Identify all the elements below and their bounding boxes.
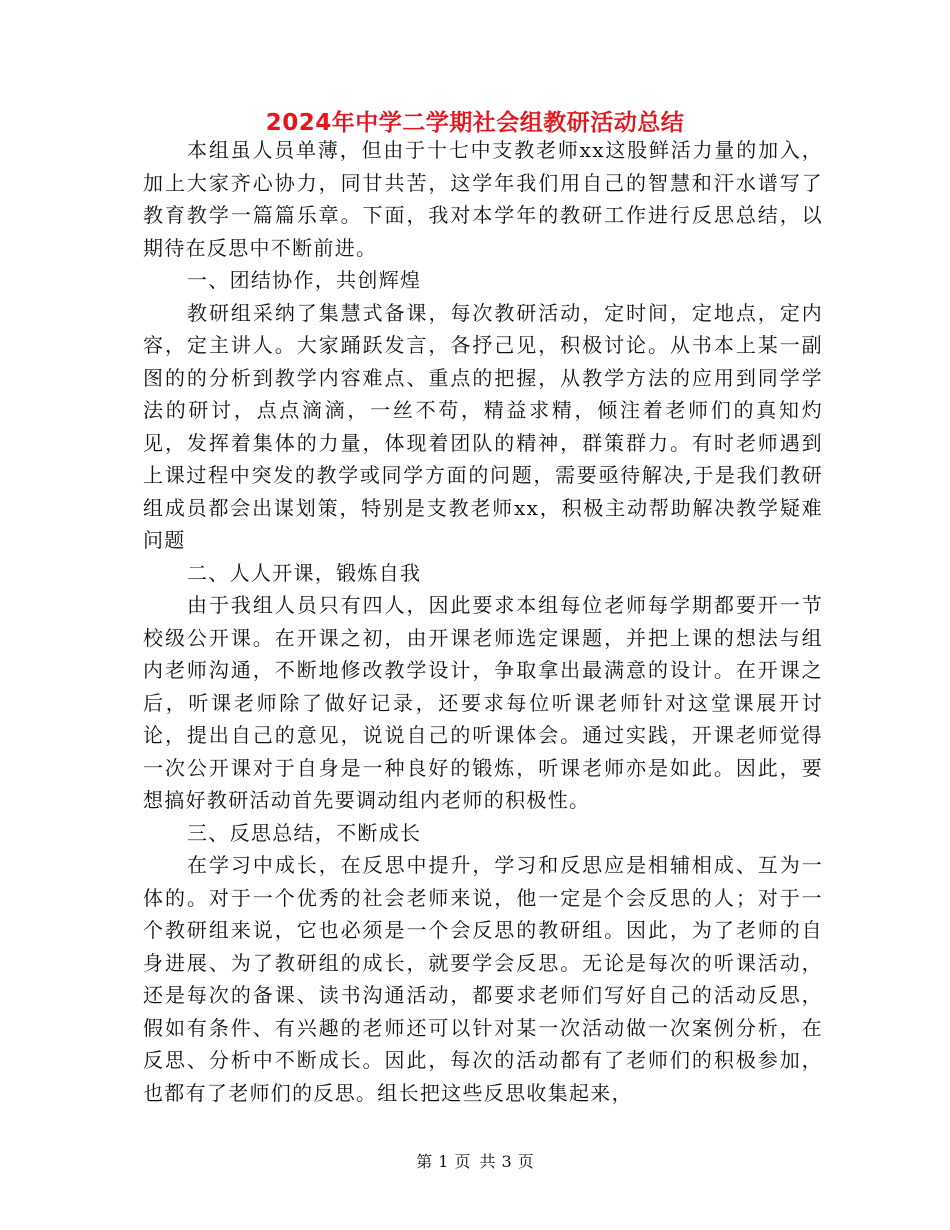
footer-middle: 页 共	[454, 1152, 496, 1171]
paragraph-section-2: 由于我组人员只有四人，因此要求本组每位老师每学期都要开一节校级公开课。在开课之初，由开课老师选定课题，并把上课的想法与组内老师沟通，不断地修改教学设计，争取拿出最满意的设计。在开课之后，听课老师除了做好记录，还要求每位听课老师针对这堂课展开讨论，提出自己的意见，说说自己的听课体会。通过实践，开课老师觉得一次公开课对于自身是一种良好的锻炼，听课老师亦是如此。因此，要想搞好教研活动首先要调动组内老师的积极性。	[143, 593, 823, 812]
section-heading-2: 二、人人开课，锻炼自我	[187, 560, 422, 585]
footer-total-pages: 3	[501, 1152, 512, 1171]
page-footer	[0, 1150, 950, 1174]
footer-prefix: 第	[416, 1152, 433, 1171]
footer-page-number: 1	[438, 1152, 449, 1171]
section-heading-3: 三、反思总结，不断成长	[187, 820, 422, 845]
paragraph-intro: 本组虽人员单薄，但由于十七中支教老师xx这股鲜活力量的加入，加上大家齐心协力，同甘共苦，这学年我们用自己的智慧和汗水谱写了教育教学一篇篇乐章。下面，我对本学年的教研工作进行反思总结，以期待在反思中不断前进。	[143, 138, 823, 260]
document-title: 2024年中学二学期社会组教研活动总结	[265, 110, 685, 136]
paragraph-section-1: 教研组采纳了集慧式备课，每次教研活动，定时间，定地点，定内容，定主讲人。大家踊跃发言，各抒己见，积极讨论。从书本上某一副图的的分析到教学内容难点、重点的把握，从教学方法的应用到同学学法的研讨，点点滴滴，一丝不苟，精益求精，倾注着老师们的真知灼见，发挥着集体的力量，体现着团队的精神，群策群力。有时老师遇到上课过程中突发的教学或同学方面的问题，需要亟待解决,于是我们教研组成员都会出谋划策，特别是支教老师xx，积极主动帮助解决教学疑难问题	[143, 300, 823, 552]
document-body	[143, 134, 823, 1109]
footer-suffix: 页	[517, 1152, 534, 1171]
section-heading-1: 一、团结协作，共创辉煌	[187, 268, 422, 292]
paragraph-section-3: 在学习中成长，在反思中提升，学习和反思应是相辅相成、互为一体的。对于一个优秀的社会老师来说，他一定是个会反思的人；对于一个教研组来说，它也必须是一个会反思的教研组。因此，为了老师的自身进展、为了教研组的成长，就要学会反思。无论是每次的听课活动，还是每次的备课、读书沟通活动，都要求老师们写好自己的活动反思，假如有条件、有兴趣的老师还可以针对某一次活动做一次案例分析，在反思、分析中不断成长。因此，每次的活动都有了老师们的积极参加，也都有了老师们的反思。组长把这些反思收集起来，	[143, 853, 823, 1105]
